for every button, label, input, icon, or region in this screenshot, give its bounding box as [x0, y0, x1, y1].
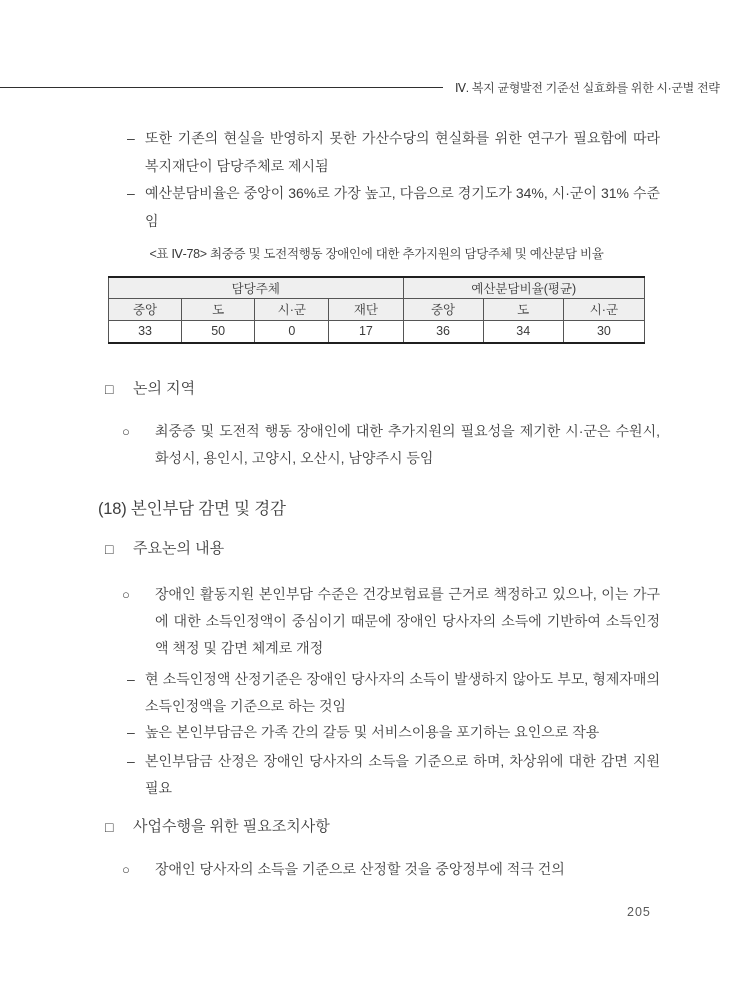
- bullet-text: 높은 본인부담금은 가족 간의 갈등 및 서비스이용을 포기하는 요인으로 작용: [145, 724, 600, 740]
- table-col-header: 도: [182, 298, 255, 320]
- table-group-header-row: [109, 277, 645, 298]
- dash-marker: –: [127, 185, 135, 201]
- table-column-header-row: [109, 298, 645, 320]
- box-marker: □: [105, 381, 114, 397]
- table-group-header: 예산분담비율(평균): [403, 277, 645, 298]
- table-cell: 50: [182, 320, 255, 343]
- dash-bullet: [127, 124, 660, 180]
- table-caption: <표 Ⅳ-78> 최중증 및 도전적행동 장애인에 대한 추가지원의 담당주체 및 예산분담 비율: [149, 247, 604, 261]
- dash-marker: –: [127, 671, 135, 687]
- table-cell: 17: [329, 320, 403, 343]
- dash-marker: –: [127, 724, 135, 740]
- table-cell: 33: [109, 320, 182, 343]
- bullet-text: 또한 기존의 현실을 반영하지 못한 가산수당의 현실화를 위한 연구가 필요함에 따라 복지재단이 담당주체로 제시됨: [145, 130, 660, 174]
- bullet-text: 예산분담비율은 중앙이 36%로 가장 높고, 다음으로 경기도가 34%, 시·군이 31% 수준임: [145, 185, 660, 229]
- table-col-header: 재단: [329, 298, 403, 320]
- table-cell: 36: [403, 320, 483, 343]
- circle-bullet: [122, 581, 660, 662]
- circle-bullet: [122, 418, 660, 472]
- section-heading-required-actions: [105, 813, 665, 841]
- circle-marker: ○: [122, 424, 130, 439]
- bullet-text: 최중증 및 도전적 행동 장애인에 대한 추가지원의 필요성을 제기한 시·군은 수원시, 화성시, 용인시, 고양시, 오산시, 남양주시 등임: [155, 423, 660, 466]
- table-row: [109, 320, 645, 343]
- circle-marker: ○: [122, 862, 130, 877]
- table-col-header: 시·군: [563, 298, 644, 320]
- bullet-text: 본인부담금 산정은 장애인 당사자의 소득을 기준으로 하며, 차상위에 대한 감면 지원 필요: [145, 753, 660, 796]
- table-group-header: 담당주체: [109, 277, 404, 298]
- dash-marker: –: [127, 130, 135, 146]
- section-heading-18: (18) 본인부담 감면 및 경감: [98, 500, 286, 518]
- table-col-header: 도: [483, 298, 563, 320]
- dash-bullet: [127, 748, 660, 802]
- page-number: 205: [627, 905, 651, 919]
- dash-bullet: [127, 718, 660, 746]
- bullet-text: 현 소득인정액 산정기준은 장애인 당사자의 소득이 발생하지 않아도 부모, 형제자매의 소득인정액을 기준으로 하는 것임: [145, 671, 660, 714]
- heading-text: 주요논의 내용: [133, 540, 225, 557]
- box-marker: □: [105, 541, 114, 557]
- header-rule: [0, 87, 443, 88]
- budget-share-table: [108, 276, 645, 344]
- table-cell: 34: [483, 320, 563, 343]
- section-heading-discussion-region: [105, 375, 665, 403]
- dash-bullet: [127, 666, 660, 720]
- dash-bullet: [127, 179, 660, 235]
- table-col-header: 중앙: [403, 298, 483, 320]
- circle-marker: ○: [122, 587, 130, 602]
- box-marker: □: [105, 819, 114, 835]
- table-cell: 30: [563, 320, 644, 343]
- heading-text: 논의 지역: [133, 380, 196, 397]
- bullet-text: 장애인 활동지원 본인부담 수준은 건강보험료를 근거로 책정하고 있으나, 이는 가구에 대한 소득인정액이 중심이기 때문에 장애인 당사자의 소득에 기반하여 소득인정액 책정 및 감면 체계로 개정: [155, 586, 660, 656]
- table-col-header: 중앙: [109, 298, 182, 320]
- table-cell: 0: [255, 320, 329, 343]
- circle-bullet: [122, 856, 660, 883]
- dash-marker: –: [127, 753, 135, 769]
- section-heading-main-discussion: [105, 535, 665, 563]
- heading-text: 사업수행을 위한 필요조치사항: [133, 818, 330, 835]
- table-col-header: 시·군: [255, 298, 329, 320]
- bullet-text: 장애인 당사자의 소득을 기준으로 산정할 것을 중앙정부에 적극 건의: [155, 861, 565, 877]
- chapter-title: Ⅳ. 복지 균형발전 기준선 실효화를 위한 시·군별 전략: [455, 81, 720, 95]
